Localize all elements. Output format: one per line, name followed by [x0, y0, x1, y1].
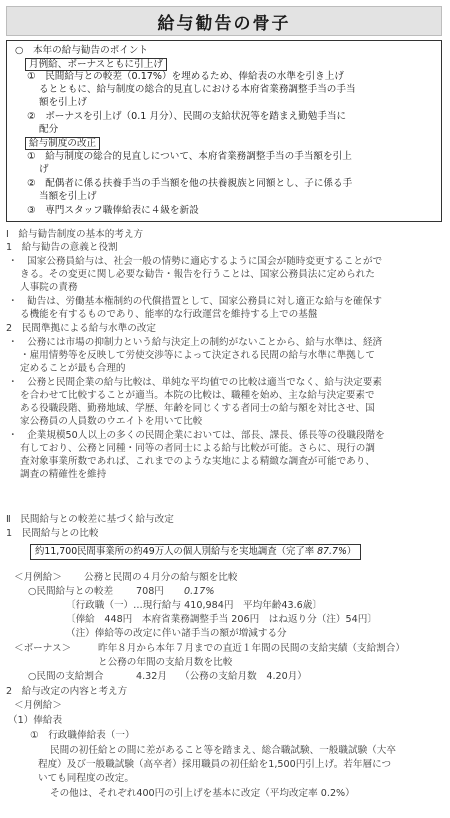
tag-raise: 月例給、ボーナスともに引上げ — [25, 58, 167, 71]
point-1-line-1: ① 民間給与との較差（0.17%）を埋めるため、俸給表の水準を引き上げ — [27, 71, 344, 82]
e1-line-2: 程度）及び一般職試験（高卒者）採用職員の初任給を1,500円引上げ。若年層につ — [38, 759, 392, 770]
survey-text: 約11,700民間事業所の約49万人の個人別給与を実地調査（完了率 — [35, 546, 318, 557]
point-2-line-2: 配分 — [39, 124, 59, 135]
admin-table-heading: ① 行政職俸給表（一） — [30, 730, 135, 741]
s1-b2-l2: る機能を有するものであり、能率的な行政運営を維持する上での基盤 — [20, 309, 318, 320]
bonus-label: ＜ボーナス＞ — [14, 643, 72, 654]
section-2-sub-1: 1 民間給与との比較 — [6, 528, 99, 539]
section-1-sub-2: 2 民間準拠による給与水準の改定 — [6, 323, 157, 334]
e2-line: その他は、それぞれ400円の引上げを基本に改定（平均改定率 0.2%） — [50, 788, 355, 799]
s1-b1-l2: きる。その変更に関し必要な勧告・報告を行うことは、国家公務員法に定められた — [20, 269, 375, 280]
bonus-line-2: と公務の年間の支給月数を比較 — [98, 657, 233, 668]
survey-completion-rate: 87.7% — [317, 546, 347, 557]
monthly-label: ＜月例給＞ — [14, 572, 62, 583]
s1-c2-l2: を合わせて比較することが適当。本院の比較は、職種を始め、主な給与決定要素で — [20, 390, 375, 401]
point-2-line-1: ② ボーナスを引上げ（0.1 月分）、民間の支給状況等を踏まえ勤勉手当に — [27, 111, 347, 122]
s1-c3-l2: 有しており、公務と同種・同等の者同士による給与比較が可能。さらに、現行の調 — [20, 443, 375, 454]
survey-text-end: ） — [346, 546, 357, 557]
section-2-sub-2: 2 給与改定の内容と考え方 — [6, 686, 128, 697]
s1-c3-l4: 調査の精確性を維持 — [20, 469, 107, 480]
survey-box — [30, 544, 361, 560]
reform-1-line-1: ① 給与制度の総合的見直しについて、本府省業務調整手当の手当額を引上 — [27, 151, 352, 162]
s1-c2-l1: ・ 公務と民間企業の給与比較は、単純な平均値での比較は適当でなく、給与決定要素 — [8, 377, 382, 388]
s1-b2-l1: ・ 勧告は、労働基本権制約の代償措置として、国家公務員に対し適正な給与を確保す — [8, 296, 382, 307]
summary-box — [6, 40, 442, 222]
s1-c2-l3: ある役職段階、勤務地域、学歴、年齢を同じくする者同士の給与額を対比させ、国 — [20, 403, 375, 414]
document-title: 給与勧告の骨子 — [157, 13, 291, 34]
bonus-line-1: 昨年８月から本年７月までの直近１年間の民間の支給実績（支給割合） — [98, 643, 405, 654]
gap-label: ○民間給与との較差 — [28, 586, 114, 597]
reform-2-line-2: 当額を引上げ — [39, 191, 97, 202]
e1-line-1: 民間の初任給との間に差があること等を踏まえ、総合職試験、一般職試験（大卒 — [50, 745, 396, 756]
s1-c3-l3: 査対象事業所数であれば、これまでのような実地による精緻な調査が可能であり、 — [20, 456, 375, 467]
title-bar — [6, 6, 442, 36]
pay-ratio-private: 4.32月 — [136, 671, 167, 682]
s1-c1-l3: 定めることが最も合理的 — [20, 363, 126, 374]
point-1-line-3: 額を引上げ — [39, 97, 87, 108]
gap-yen: 708円 — [136, 586, 164, 597]
reform-1-line-2: げ — [39, 164, 49, 175]
s1-c2-l4: 家公務員の人員数のウエイトを用いて比較 — [20, 416, 203, 427]
section-1-sub-1: 1 給与勧告の意義と役割 — [6, 242, 118, 253]
reform-3-line-1: ③ 専門スタッフ職俸給表に４級を新設 — [27, 205, 199, 216]
s1-c1-l2: ・雇用情勢等を反映して労使交渉等によって決定される民間の給与水準に準拠して — [20, 350, 375, 361]
pay-ratio-label: ○民間の支給割合 — [28, 671, 104, 682]
section-2-heading: Ⅱ 民間給与との較差に基づく給与改定 — [6, 514, 174, 525]
reform-2-line-1: ② 配偶者に係る扶養手当の手当額を他の扶養親族と同額とし、子に係る手 — [27, 178, 353, 189]
section-2-monthly: ＜月例給＞ — [14, 700, 62, 711]
monthly-desc: 公務と民間の４月分の給与額を比較 — [84, 572, 238, 583]
s1-b1-l3: 人事院の責務 — [20, 282, 78, 293]
summary-heading: ○ 本年の給与勧告のポイント — [15, 45, 149, 56]
tag-reform: 給与制度の改正 — [25, 137, 100, 150]
pay-ratio-public: （公務の支給月数 4.20月） — [180, 671, 307, 682]
detail-line-2: 〔俸給 448円 本府省業務調整手当 206円 はね返り分（注）54円〕 — [66, 614, 377, 625]
detail-line-1: 〔行政職（一）…現行給与 410,984円 平均年齢43.6歳〕 — [66, 600, 322, 611]
s1-b1-l1: ・ 国家公務員給与は、社会一般の情勢に適応するように国会が随時変更することがで — [8, 256, 383, 267]
gap-percent: 0.17% — [184, 586, 215, 597]
e1-line-3: いても同程度の改定。 — [38, 773, 134, 784]
detail-line-3: （注）俸給等の改定に伴い諸手当の額が増減する分 — [66, 628, 287, 639]
s1-c1-l1: ・ 公務には市場の抑制力という給与決定上の制約がないことから、給与水準は、経済 — [8, 337, 383, 348]
point-1-line-2: るとともに、給与制度の総合的見直しにおける本府省業務調整手当の手当 — [39, 84, 356, 95]
s1-c3-l1: ・ 企業規模50人以上の多くの民間企業においては、部長、課長、係長等の役職段階を — [8, 430, 385, 441]
salary-table-heading: （1）俸給表 — [8, 715, 63, 726]
section-1-heading: Ⅰ 給与勧告制度の基本的考え方 — [6, 229, 144, 240]
